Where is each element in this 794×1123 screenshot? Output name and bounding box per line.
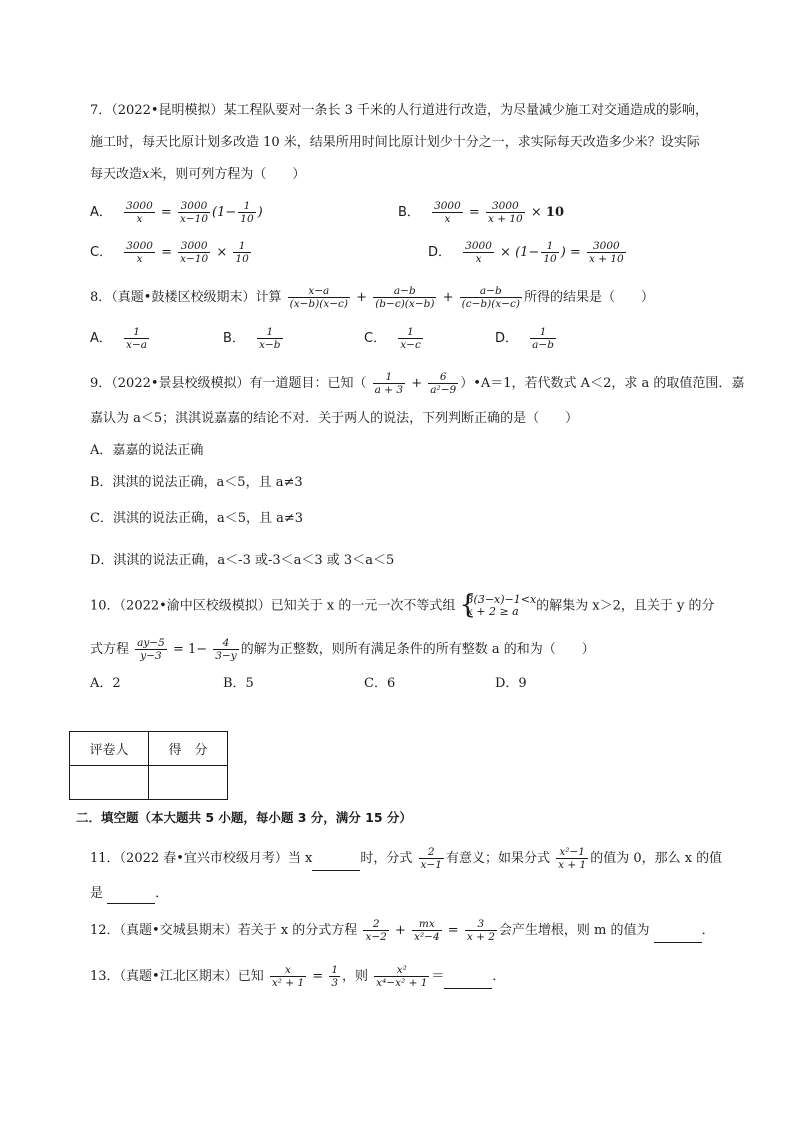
q8-option-b-label: B．	[223, 331, 245, 346]
fraction: $\frac{1}{a + 3}$	[374, 371, 404, 396]
q13-eq: ＝	[431, 969, 445, 984]
q8-line1: 8．（真题•鼓楼区校级期末）计算 $\frac{x-a}{(x-b)(x-c)}$ + $\frac{a-b}{(b-c)(x-b)}$ + $\frac{a-b}{(c-b)(x-c)}$ 所得的结果是（ ）	[90, 285, 655, 310]
fraction: $\frac{1}{10}$	[235, 240, 249, 265]
q11-line2: 是 ．	[90, 884, 168, 904]
fraction: $\frac{3000}{x}$	[126, 240, 153, 265]
q8-option-b[interactable]	[223, 326, 285, 351]
score-table-cell-grader[interactable]	[70, 766, 149, 800]
q9-option-b[interactable]: B．淇淇的说法正确，a＜5，且 a≠3	[90, 475, 303, 490]
fraction: $\frac{a-b}{(c-b)(x-c)}$	[461, 285, 520, 310]
q9-line2: 嘉认为 a＜5；淇淇说嘉嘉的结论不对．关于两人的说法，下列判断正确的是（ ）	[90, 411, 579, 426]
q7-option-d[interactable]: D． $\frac{3000}{x}$ × (1− $\frac{1}{10}$ ) = $\frac{3000}{x + 10}$	[428, 240, 624, 265]
q7-line2: 施工时，每天比原计划多改造 10 米，结果所用时间比原计划少十分之一，求实际每天改造多少米？设实际	[90, 135, 700, 150]
q7-option-d-label: D．	[428, 245, 452, 260]
q11-c: 有意义；如果分式	[445, 851, 550, 866]
q8-option-a-label: A．	[90, 331, 112, 346]
q11-line2-label: 是	[90, 886, 104, 901]
fraction: $\frac{2}{x-2}$	[365, 918, 387, 943]
fraction: $\frac{\text{x²}}{\text{x⁴−x² + 1}}$	[376, 964, 428, 989]
q8-option-d[interactable]	[495, 326, 558, 351]
fraction: $\frac{1}{3}$	[331, 964, 339, 989]
q8-option-c[interactable]	[364, 326, 425, 351]
q9-line1-b: ）•A＝1，若代数式 A＜2，求 a 的取值范围．嘉	[460, 376, 745, 391]
q8-option-d-label: D．	[495, 331, 519, 346]
q12-b: 会产生增根，则 m 的值为	[498, 923, 650, 938]
q9-option-c[interactable]: C．淇淇的说法正确，a＜5，且 a≠3	[90, 511, 304, 526]
sys-row1: 3(3−x)−1<x	[466, 593, 537, 606]
q10-option-d[interactable]: D．9	[495, 676, 527, 691]
q11-a: 11．（2022 春•宜兴市校级月考）当 x	[90, 851, 313, 866]
score-table-cell-score[interactable]	[149, 766, 228, 800]
q8-suffix: 所得的结果是（ ）	[524, 290, 655, 305]
q9-line1-a: 9．（2022•景县校级模拟）有一道题目：已知（	[90, 376, 367, 391]
fraction: $\frac{3}{x + 2}$	[466, 918, 495, 943]
q7-option-c-label: C．	[90, 245, 113, 260]
fraction: $\frac{3000}{x}$	[434, 200, 461, 225]
fraction: $\frac{3000}{x-10}$	[179, 200, 209, 225]
q8-prefix: 8．（真题•鼓楼区校级期末）计算	[90, 290, 282, 305]
answer-blank[interactable]	[312, 856, 360, 871]
fraction: $\frac{1}{x-b}$	[259, 326, 281, 351]
fraction: $\frac{1}{10}$	[543, 240, 557, 265]
fraction: $\frac{3000}{x + 10}$	[588, 240, 624, 265]
q11-d: 的值为 0，那么 x 的值	[590, 851, 723, 866]
q10-line2-b: 的解为正整数，则所有满足条件的所有整数 a 的和为（ ）	[240, 642, 595, 657]
fraction: $\frac{1}{x-a}$	[126, 326, 148, 351]
section-title: 二．填空题（本大题共 5 小题，每小题 3 分，满分 15 分）	[76, 810, 412, 825]
fraction: $\frac{1}{10}$	[240, 200, 254, 225]
inequality-system: { 3(3−x)−1<x x + 2 ≥ a	[459, 590, 537, 620]
fraction: $\frac{x}{\text{x² + 1}}$	[271, 964, 305, 989]
fraction: $\frac{a-b}{(b-c)(x-b)}$	[375, 285, 435, 310]
q7-option-c[interactable]: C． $\frac{3000}{x}$ = $\frac{3000}{x-10}$ × $\frac{1}{10}$	[90, 240, 249, 265]
q10-option-b[interactable]: B．5	[223, 676, 254, 691]
fraction: $\frac{3000}{x}$	[465, 240, 492, 265]
q13-a: 13．（真题•江北区期末）已知	[90, 969, 264, 984]
q8-option-a[interactable]	[90, 326, 151, 351]
q7-option-a[interactable]: A． $\frac{3000}{x}$ = $\frac{3000}{x-10}$ (1− $\frac{1}{10}$ )	[90, 200, 263, 225]
fraction: $\frac{mx}{\text{x²−4}}$	[414, 918, 440, 943]
fraction: $\frac{1}{a-b}$	[532, 326, 554, 351]
q10-option-c[interactable]: C．6	[364, 676, 396, 691]
sys-row2: x + 2 ≥ a	[466, 605, 519, 618]
fraction: $\frac{3000}{x-10}$	[180, 240, 209, 265]
q10-line1	[90, 590, 715, 620]
fraction: $\frac{3000}{x}$	[126, 200, 153, 225]
q7-option-b-label: B．	[398, 205, 420, 220]
q8-option-c-label: C．	[364, 331, 387, 346]
fraction: $\frac{4}{3-y}$	[215, 637, 237, 662]
q12-a: 12．（真题•交城县期末）若关于 x 的分式方程	[90, 923, 358, 938]
q10-line2-a: 式方程	[90, 642, 130, 657]
q11-b: 时，分式	[360, 851, 413, 866]
q7-option-b[interactable]: B． $\frac{3000}{x}$ = $\frac{3000}{x + 10}$ × 10	[398, 200, 564, 225]
fraction: $\frac{ay-5}{y-3}$	[137, 637, 165, 662]
q7-line3-a: 每天改造	[90, 167, 143, 182]
answer-blank[interactable]	[654, 928, 702, 943]
q13-line: 13．（真题•江北区期末）已知 $\frac{x}{\text{x² + 1}}$ = $\frac{1}{3}$ ，则 $\frac{\text{x²}}{\text{x⁴−x² + 1}}$ ＝ ．	[90, 964, 506, 989]
q10-line1-b: 的解集为 x＞2，且关于 y 的分	[536, 598, 715, 614]
fraction: $\frac{3000}{x + 10}$	[487, 200, 523, 225]
fraction: $\frac{2}{x-1}$	[420, 846, 442, 871]
q7-line3	[90, 165, 305, 185]
q10-line1-a: 10．（2022•渝中区校级模拟）已知关于 x 的一元一次不等式组	[90, 598, 456, 614]
score-table-header-grader: 评卷人	[70, 732, 149, 766]
score-table-header-score: 得 分	[149, 732, 228, 766]
q9-line1: 9．（2022•景县校级模拟）有一道题目：已知（ $\frac{1}{a + 3}$ + $\frac{6}{\text{a²−9}}$ ）•A＝1，若代数式 A＜2，求 a 的取值范围．嘉	[90, 371, 745, 396]
q12-line: 12．（真题•交城县期末）若关于 x 的分式方程 $\frac{2}{x-2}$ + $\frac{mx}{\text{x²−4}}$ = $\frac{3}{x + 2}$ 会产生增根，则 m 的值为 ．	[90, 918, 715, 943]
q10-option-a[interactable]: A．2	[90, 676, 121, 691]
fraction: $\frac{x-a}{(x-b)(x-c)}$	[289, 285, 349, 310]
q7-option-a-label: A．	[90, 205, 112, 220]
q7-line1: 7．（2022•昆明模拟）某工程队要对一条长 3 千米的人行道进行改造，为尽量减少施工对交通造成的影响，	[90, 103, 709, 118]
q11-line1	[90, 846, 722, 871]
q13-b: ，则	[342, 969, 369, 984]
q10-line2: 式方程 $\frac{ay-5}{y-3}$ = 1− $\frac{4}{3-y}$ 的解为正整数，则所有满足条件的所有整数 a 的和为（ ）	[90, 637, 595, 662]
q7-var: x	[142, 167, 150, 182]
score-table	[69, 731, 228, 800]
answer-blank[interactable]	[107, 889, 155, 904]
q9-option-a[interactable]: A．嘉嘉的说法正确	[90, 443, 204, 458]
q9-option-d[interactable]: D．淇淇的说法正确，a＜-3 或-3＜a＜3 或 3＜a＜5	[90, 553, 395, 568]
q7-line3-b: 米，则可列方程为（ ）	[149, 167, 306, 182]
fraction: $\frac{6}{\text{a²−9}}$	[430, 371, 457, 396]
answer-blank[interactable]	[444, 974, 492, 989]
fraction: $\frac{1}{x-c}$	[400, 326, 421, 351]
fraction: $\frac{\text{x²−1}}{x + 1}$	[558, 846, 587, 871]
